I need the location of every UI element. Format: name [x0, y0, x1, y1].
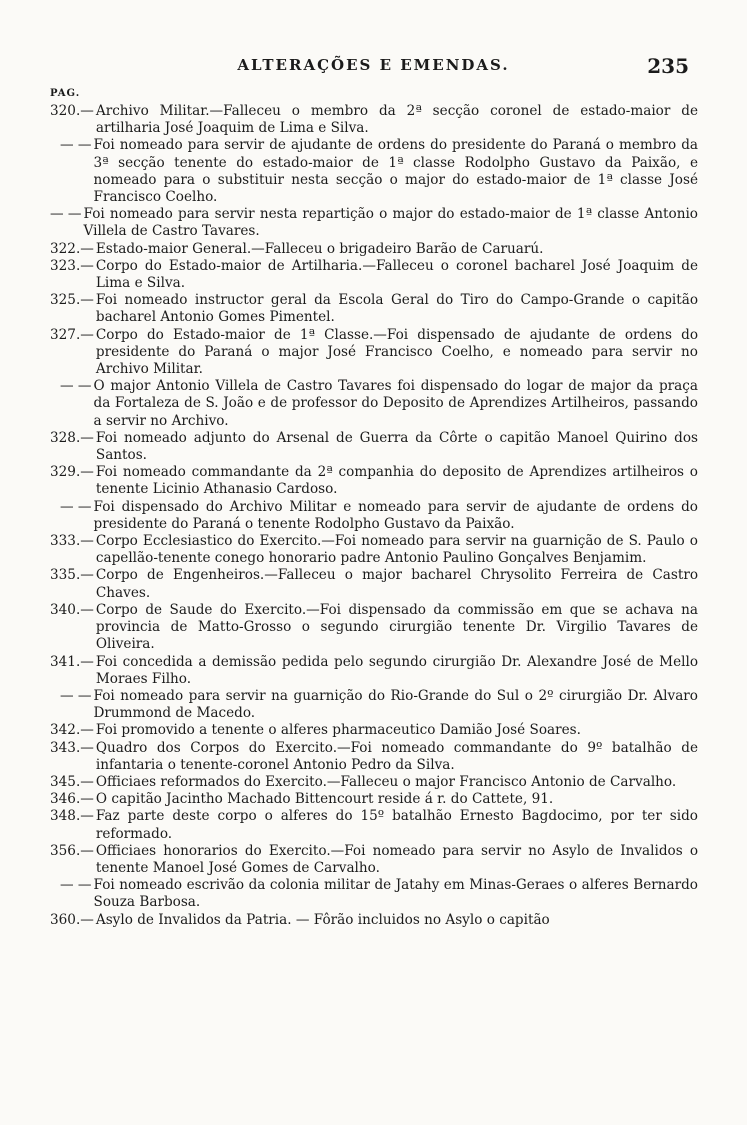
list-item: [50, 567, 698, 601]
entry-number: — —: [60, 378, 92, 395]
list-item: [50, 740, 698, 774]
entry-text: Officiaes honorarios do Exercito.—Foi nomeado para servir no Asylo de Invalidos o tenente Manoel José Gomes de Carvalho.: [95, 842, 698, 876]
list-item: [50, 430, 698, 464]
entry-number: 323.—: [50, 257, 94, 274]
entry-number: 322.—: [50, 240, 94, 257]
entry-number: 327.—: [50, 326, 94, 343]
entry-text: Foi concedida a demissão pedida pelo segundo cirurgião Dr. Alexandre José de Mello Moraes Filho.: [95, 653, 698, 687]
list-item: [50, 722, 698, 739]
list-item: [50, 912, 698, 929]
entry-number: 328.—: [50, 429, 94, 446]
list-item: [50, 241, 698, 258]
entry-number: 341.—: [50, 653, 94, 670]
entry-number: — —: [60, 498, 92, 515]
list-item: [50, 258, 698, 292]
entry-text: O major Antonio Villela de Castro Tavares foi dispensado do logar de major da praça da Fortaleza de S. João e de professor do Deposito de Aprendizes Artilheiros, passando a servir no Archivo.: [93, 378, 698, 429]
entry-list: [50, 103, 698, 929]
list-item: [50, 654, 698, 688]
entry-text: Corpo de Saude do Exercito.—Foi dispensado da commissão em que se achava na provincia de Matto-Grosso o segundo cirurgião tenente Dr. Virgilio Tavares de Oliveira.: [95, 601, 698, 653]
entry-text: Foi nomeado commandante da 2ª companhia do deposito de Aprendizes artilheiros o tenente Licinio Athanasio Cardoso.: [95, 464, 698, 498]
entry-number: 333.—: [50, 533, 94, 550]
entry-text: O capitão Jacintho Machado Bittencourt reside á r. do Cattete, 91.: [95, 791, 554, 808]
entry-text: Quadro dos Corpos do Exercito.—Foi nomeado commandante do 9º batalhão de infantaria o tenente-coronel Antonio Pedro da Silva.: [95, 739, 698, 773]
entry-text: Asylo de Invalidos da Patria. — Fôrão incluidos no Asylo o capitão: [95, 911, 550, 928]
entry-text: Foi nomeado escrivão da colonia militar de Jatahy em Minas-Geraes o alferes Bernardo Souza Barbosa.: [93, 877, 698, 911]
entry-text: Foi nomeado para servir de ajudante de ordens do presidente do Paraná o membro da 3ª secção tenente do estado-maior de 1ª classe Rodolpho Gustavo da Paixão, e nomeado para o substituir nesta secção o major do estado-maior de 1ª classe José Francisco Coelho.: [93, 137, 698, 206]
entry-number: 343.—: [50, 739, 94, 756]
list-item: [50, 688, 698, 722]
entry-text: Foi nomeado adjunto do Arsenal de Guerra da Côrte o capitão Manoel Quirino dos Santos.: [95, 429, 698, 464]
entry-text: Officiaes reformados do Exercito.—Falleceu o major Francisco Antonio de Carvalho.: [95, 773, 677, 790]
list-item: [50, 378, 698, 430]
entry-text: Foi promovido a tenente o alferes pharmaceutico Damião José Soares.: [95, 722, 581, 739]
list-item: [50, 499, 698, 533]
entry-text: Estado-maior General.—Falleceu o brigadeiro Barão de Caruarú.: [95, 240, 544, 257]
entry-number: 320.—: [50, 103, 94, 119]
list-item: [50, 602, 698, 654]
entry-number: 340.—: [50, 601, 94, 618]
list-item: [50, 137, 698, 206]
entry-number: 356.—: [50, 842, 94, 859]
list-item: [50, 464, 698, 498]
list-item: [50, 206, 698, 240]
entry-number: 360.—: [50, 911, 94, 928]
list-item: [50, 843, 698, 877]
entry-text: Corpo Ecclesiastico do Exercito.—Foi nomeado para servir na guarnição de S. Paulo o capellão-tenente conego honorario padre Antonio Paulino Gonçalves Benjamim.: [95, 533, 698, 567]
entry-text: Archivo Militar.—Falleceu o membro da 2ª secção coronel de estado-maior de artilharia José Joaquim de Lima e Silva.: [95, 103, 698, 137]
list-item: [50, 791, 698, 808]
entry-text: Faz parte deste corpo o alferes do 15º batalhão Ernesto Bagdocimo, por ter sido reformado.: [95, 808, 698, 842]
entry-number: 348.—: [50, 808, 94, 825]
column-label: PAG.: [50, 88, 81, 99]
entry-number: 342.—: [50, 722, 94, 739]
list-item: [50, 533, 698, 567]
entry-number: — —: [60, 687, 92, 704]
entry-text: Foi dispensado do Archivo Militar e nomeado para servir de ajudante de ordens do presidente do Paraná o tenente Rodolpho Gustavo da Paixão.: [93, 498, 698, 532]
list-item: [50, 327, 698, 379]
entry-text: Foi nomeado para servir na guarnição do Rio-Grande do Sul o 2º cirurgião Dr. Alvaro Drummond de Macedo.: [93, 687, 698, 722]
page-number: 235: [647, 54, 689, 78]
entry-number: — —: [60, 877, 92, 894]
entry-number: 345.—: [50, 773, 94, 790]
entry-number: 346.—: [50, 791, 94, 808]
list-item: [50, 774, 698, 791]
list-item: [50, 103, 698, 137]
entry-text: Corpo de Engenheiros.—Falleceu o major bacharel Chrysolito Ferreira de Castro Chaves.: [95, 567, 698, 601]
entry-number: 325.—: [50, 292, 94, 309]
entry-number: — —: [50, 206, 82, 223]
list-item: [50, 292, 698, 326]
page-title: ALTERAÇÕES E EMENDAS.: [237, 56, 510, 74]
entry-number: 335.—: [50, 567, 94, 584]
entry-number: — —: [60, 137, 92, 154]
list-item: [50, 808, 698, 842]
list-item: [50, 877, 698, 911]
entry-text: Foi nomeado instructor geral da Escola Geral do Tiro do Campo-Grande o capitão bacharel Antonio Gomes Pimentel.: [95, 292, 698, 326]
entry-text: Foi nomeado para servir nesta repartição o major do estado-maior de 1ª classe Antonio Villela de Castro Tavares.: [83, 206, 698, 240]
entry-text: Corpo do Estado-maior de Artilharia.—Falleceu o coronel bacharel José Joaquim de Lima e Silva.: [95, 257, 698, 292]
entry-number: 329.—: [50, 464, 94, 481]
entry-text: Corpo do Estado-maior de 1ª Classe.—Foi dispensado de ajudante de ordens do presidente do Paraná o major José Francisco Coelho, e nomeado para servir no Archivo Militar.: [95, 326, 698, 378]
page-header: [0, 56, 747, 86]
